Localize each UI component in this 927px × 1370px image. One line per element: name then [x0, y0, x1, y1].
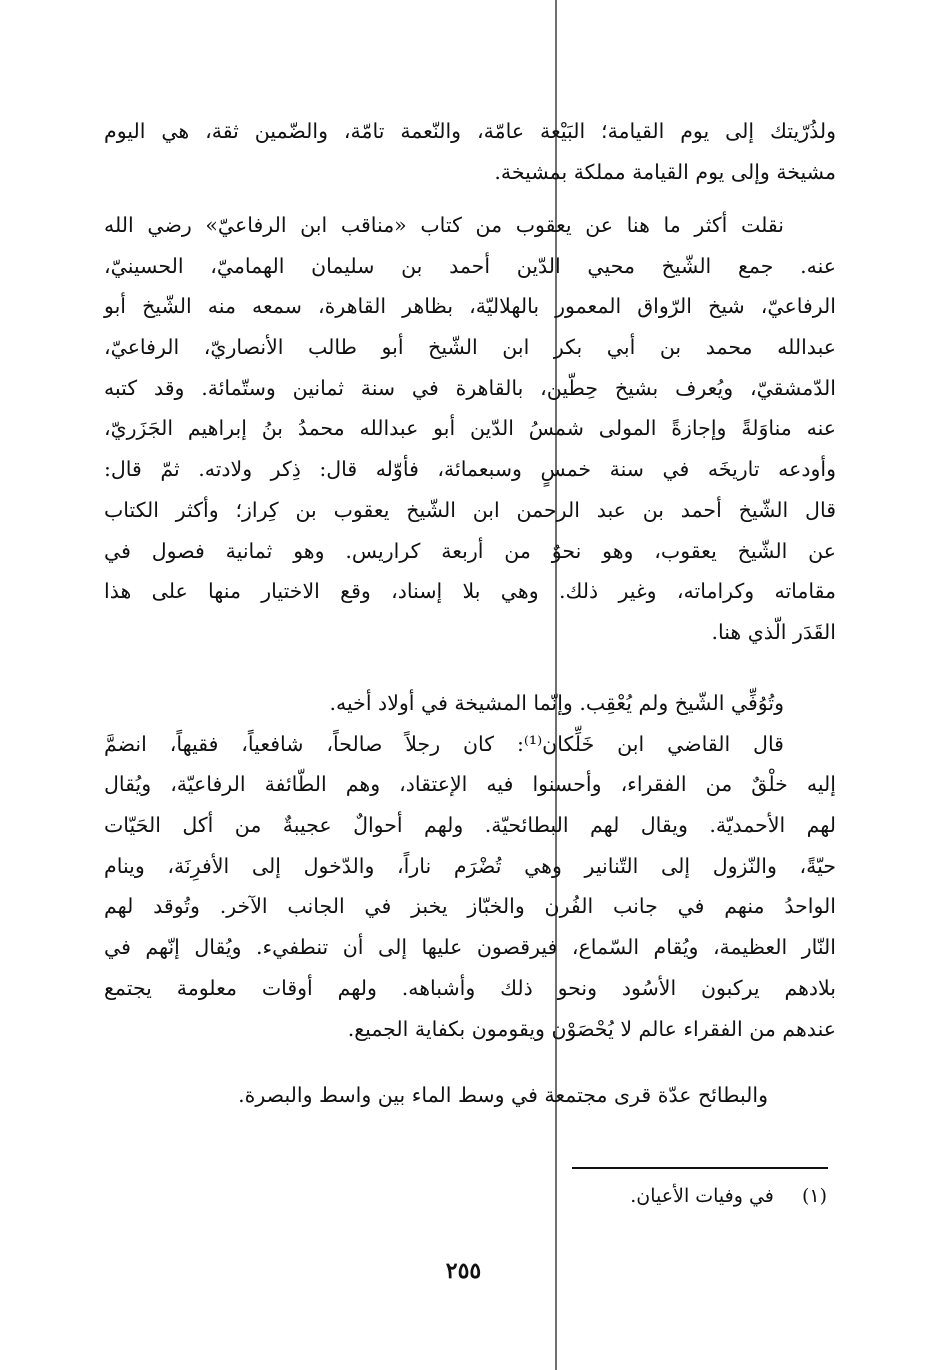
text-line: وأودعه تاريخَه في سنة خمسٍ وسبعمائة، فأوّله قال: ذِكر ولادته. ثمّ قال: [104, 457, 836, 482]
text-line: مقاماته وكراماته، وغير ذلك. وهي بلا إسناد، وقع الاختيار منها على هذا [104, 579, 836, 604]
text-line: قال الشّيخ أحمد بن عبد الرحمن ابن الشّيخ يعقوب بن كِراز؛ وأكثر الكتاب [104, 497, 836, 522]
text-line: عن الشّيخ يعقوب، وهو نحوٌ من أربعة كراريس. وهو ثمانية فصول في [104, 538, 836, 563]
text-line: نقلت أكثر ما هنا عن يعقوب من كتاب «مناقب ابن الرفاعيّ» رضي الله [104, 213, 784, 237]
paragraph-4 [104, 1075, 836, 1116]
text-line: الواحدُ منهم في جانب الفُرن والخبّاز يخبز في الجانب الآخر. وتُوقد لهم [104, 894, 836, 919]
text-line: عنه. جمع الشّيخ محيي الدّين أحمد بن سليمان الهماميّ، الحسينيّ، [104, 253, 836, 278]
page-number: ٢٥٥ [445, 1258, 482, 1284]
text-line: قال القاضي ابن خَلِّكان⁽¹⁾: كان رجلاً صالحاً، شافعياً، فقيهاً، انضمَّ [104, 731, 784, 756]
paragraph-1 [104, 111, 836, 192]
paragraph-2 [104, 205, 836, 653]
footnote-number: (١) [801, 1185, 827, 1207]
text-line: الرفاعيّ، شيخ الرّواق المعمور بالهلاليّة، بظاهر القاهرة، سمعه منه الشّيخ أبو [104, 294, 836, 319]
text-line: عنه مناوَلةً وإجازةً المولى شمسُ الدّين أبو عبدالله محمدُ بنُ إبراهيم الجَزَريّ، [104, 416, 836, 441]
paragraph-3 [104, 683, 836, 1049]
footnote [630, 1185, 827, 1207]
text-line: مشيخة وإلى يوم القيامة مملكة بمشيخة. [494, 159, 836, 184]
text-line: النّار العظيمة، ويُقام السّماع، فيرقصون عليها إلى أن تنطفيء. ويُقال إنّهم في [104, 935, 836, 960]
text-line: حيّةً، والنّزول إلى التّنانير وهي تُضْرَم ناراً، والدّخول إلى الأفرِنَة، وينام [104, 853, 836, 878]
text-line: ولذُرّيتك إلى يوم القيامة؛ البَيْعة عامّة، والنّعمة تامّة، والضّمين ثقة، هي اليوم [104, 119, 836, 143]
footnote-text: في وفيات الأعيان. [630, 1185, 774, 1207]
text-line: عندهم من الفقراء عالم لا يُحْصَوْن ويقومون بكفاية الجميع. [347, 1016, 836, 1041]
text-line: الدّمشقيّ، ويُعرف بشيخ حِطّين، بالقاهرة في سنة ثمانين وستّمائة. وقد كتبه [104, 375, 836, 400]
text-line: وتُوُفِّي الشّيخ ولم يُعْقِب. وإنّما المشيخة في أولاد أخيه. [329, 691, 784, 715]
text-line: عبدالله محمد بن أبي بكر ابن الشّيخ أبو طالب الأنصاريّ، الرفاعيّ، [104, 335, 836, 360]
text-line: القَدَر الّذي هنا. [711, 619, 836, 644]
text-line: والبطائح عدّة قرى مجتمعة في وسط الماء بين واسط والبصرة. [238, 1083, 768, 1107]
text-line: لهم الأحمديّة. ويقال لهم البطائحيّة. ولهم أحوالٌ عجيبةٌ من أكل الحَيّات [104, 813, 836, 838]
text-line: بلادهم يركبون الأسُود ونحو ذلك وأشباهه. ولهم أوقات معلومة يجتمع [104, 975, 836, 1000]
text-line: إليه خلْقٌ من الفقراء، وأحسنوا فيه الإعتقاد، وهم الطّائفة الرفاعيّة، ويُقال [104, 772, 836, 797]
footnote-divider [572, 1167, 828, 1169]
